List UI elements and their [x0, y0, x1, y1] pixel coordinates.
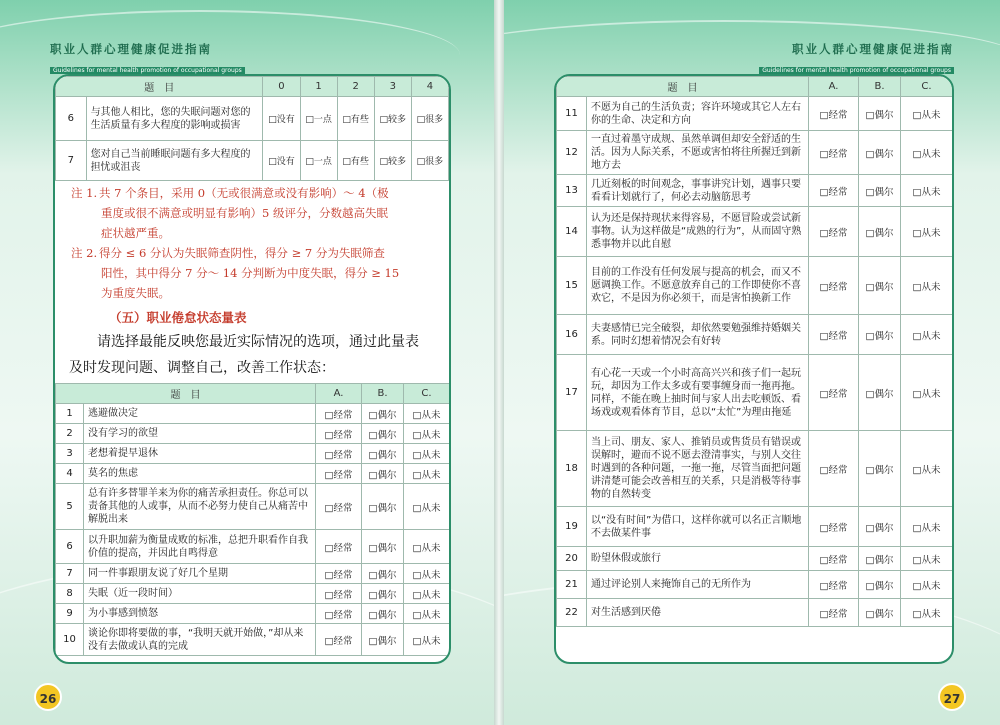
option-often[interactable]: □经常 — [316, 624, 362, 656]
option-sometimes[interactable]: □偶尔 — [362, 424, 404, 444]
table-row — [557, 547, 953, 571]
item-text: 逃避做决定 — [84, 404, 316, 424]
option-sometimes[interactable]: □偶尔 — [362, 624, 404, 656]
option-never[interactable]: □从未 — [404, 584, 450, 604]
option-sometimes[interactable]: □偶尔 — [859, 131, 901, 175]
header-title: 职业人群心理健康促进指南 — [50, 42, 212, 56]
option-checkbox[interactable]: □一点 — [300, 97, 337, 141]
option-often[interactable]: □经常 — [316, 584, 362, 604]
option-never[interactable]: □从未 — [404, 484, 450, 530]
option-often[interactable]: □经常 — [809, 207, 859, 257]
book-gutter — [494, 0, 504, 725]
option-sometimes[interactable]: □偶尔 — [859, 207, 901, 257]
option-sometimes[interactable]: □偶尔 — [859, 97, 901, 131]
option-often[interactable]: □经常 — [809, 315, 859, 355]
table-row — [557, 175, 953, 207]
table-row — [56, 624, 450, 656]
option-checkbox[interactable]: □没有 — [263, 141, 300, 181]
header-subtitle: Guidelines for mental health promotion of occupational groups — [50, 67, 245, 74]
item-text: 以“没有时间”为借口，这样你就可以名正言顺地不去做某件事 — [587, 507, 809, 547]
item-number: 19 — [557, 507, 587, 547]
right-page — [504, 0, 1000, 725]
option-often[interactable]: □经常 — [809, 599, 859, 627]
note-label: 注 1. — [71, 186, 98, 200]
item-number: 9 — [56, 604, 84, 624]
running-header — [759, 41, 954, 76]
option-checkbox[interactable]: □没有 — [263, 97, 300, 141]
option-never[interactable]: □从未 — [901, 175, 953, 207]
table-row — [56, 564, 450, 584]
option-often[interactable]: □经常 — [809, 97, 859, 131]
intro-line: 请选择最能反映您最近实际情况的选项，通过此量表 — [97, 334, 419, 350]
intro-line: 及时发现问题、调整自己，改善工作状态： — [69, 360, 335, 376]
option-often[interactable]: □经常 — [809, 507, 859, 547]
note-line: 共 7 个条目，采用 0（无或很满意或没有影响）～ 4（极 — [99, 186, 389, 200]
item-number: 22 — [557, 599, 587, 627]
table-header-row — [56, 384, 450, 404]
left-page — [0, 0, 494, 725]
option-never[interactable]: □从未 — [404, 404, 450, 424]
option-often[interactable]: □经常 — [809, 257, 859, 315]
option-never[interactable]: □从未 — [404, 564, 450, 584]
item-number: 15 — [557, 257, 587, 315]
item-number: 16 — [557, 315, 587, 355]
item-text: 不愿为自己的生活负责；容许环境或其它人左右你的生命、决定和方向 — [587, 97, 809, 131]
option-never[interactable]: □从未 — [404, 424, 450, 444]
table-row — [557, 97, 953, 131]
item-text: 您对自己当前睡眠问题有多大程度的担忧或沮丧 — [86, 141, 263, 181]
note-line: 重度或很不满意或明显有影响）5 级评分，分数越高失眠 — [101, 206, 388, 220]
item-text: 目前的工作没有任何发展与提高的机会，而又不愿调换工作。不愿意放弃自己的工作即使你不喜欢它，不是因为你必须干，而是害怕换新工作 — [587, 257, 809, 315]
burnout-table-part2 — [556, 76, 953, 627]
option-never[interactable]: □从未 — [901, 431, 953, 507]
item-text: 谈论你即将要做的事，“我明天就开始做，”却从来没有去做或认真的完成 — [84, 624, 316, 656]
item-text: 老想着提早退休 — [84, 444, 316, 464]
header-cell: B. — [859, 77, 901, 97]
item-number: 7 — [56, 564, 84, 584]
option-sometimes[interactable]: □偶尔 — [859, 507, 901, 547]
item-number: 14 — [557, 207, 587, 257]
table-row — [56, 484, 450, 530]
table-row — [557, 571, 953, 599]
option-often[interactable]: □经常 — [809, 355, 859, 431]
option-sometimes[interactable]: □偶尔 — [362, 564, 404, 584]
option-often[interactable]: □经常 — [316, 444, 362, 464]
option-never[interactable]: □从未 — [901, 97, 953, 131]
section-title: （五）职业倦怠状态量表 — [109, 310, 247, 325]
item-text: 失眠（近一段时间） — [84, 584, 316, 604]
option-often[interactable]: □经常 — [809, 571, 859, 599]
page-number: 26 — [34, 683, 62, 711]
note-1 — [55, 183, 449, 243]
option-sometimes[interactable]: □偶尔 — [859, 315, 901, 355]
content-card — [554, 74, 954, 664]
option-checkbox[interactable]: □很多 — [411, 141, 448, 181]
item-number: 20 — [557, 547, 587, 571]
header-title: 职业人群心理健康促进指南 — [792, 42, 954, 56]
header-cell: 0 — [263, 77, 300, 97]
item-number: 2 — [56, 424, 84, 444]
option-sometimes[interactable]: □偶尔 — [362, 464, 404, 484]
item-text: 为小事感到愤怒 — [84, 604, 316, 624]
item-text: 几近刻板的时间观念，事事讲究计划，遇事只要看看计划就行了，何必去动脑筋思考 — [587, 175, 809, 207]
burnout-table-part1 — [55, 383, 450, 656]
table-row — [557, 507, 953, 547]
item-number: 10 — [56, 624, 84, 656]
table-row — [56, 424, 450, 444]
header-cell: A. — [316, 384, 362, 404]
header-cell: 1 — [300, 77, 337, 97]
option-never[interactable]: □从未 — [901, 599, 953, 627]
table-row — [557, 315, 953, 355]
table-row — [557, 257, 953, 315]
option-sometimes[interactable]: □偶尔 — [859, 547, 901, 571]
option-never[interactable]: □从未 — [404, 444, 450, 464]
table-row — [56, 404, 450, 424]
option-never[interactable]: □从未 — [404, 624, 450, 656]
header-cell: 3 — [374, 77, 411, 97]
header-cell: 题 目 — [56, 77, 263, 97]
item-text: 一直过着墨守成规、虽然单调但却安全舒适的生活。因为人际关系，不愿或害怕将往所握迁到新地方去 — [587, 131, 809, 175]
table-header-row — [56, 77, 449, 97]
option-often[interactable]: □经常 — [809, 131, 859, 175]
header-cell: C. — [404, 384, 450, 404]
table-row — [56, 97, 449, 141]
item-number: 18 — [557, 431, 587, 507]
item-text: 通过评论别人来掩饰自己的无所作为 — [587, 571, 809, 599]
item-number: 8 — [56, 584, 84, 604]
item-number: 7 — [56, 141, 87, 181]
table-row — [557, 599, 953, 627]
note-line: 阳性，其中得分 7 分～ 14 分判断为中度失眠，得分 ≥ 15 — [101, 266, 400, 280]
header-cell: 2 — [337, 77, 374, 97]
item-text: 有心花一天或一个小时高高兴兴和孩子们一起玩玩，却因为工作太多或有要事缠身而一拖再拖。同样，不能在晚上抽时间与家人出去吃顿饭、看场戏或观看体育节目，总以“太忙”为理由拖延 — [587, 355, 809, 431]
page-number: 27 — [938, 683, 966, 711]
item-number: 6 — [56, 97, 87, 141]
intro-paragraph — [55, 329, 449, 381]
option-sometimes[interactable]: □偶尔 — [859, 257, 901, 315]
table-row — [56, 141, 449, 181]
option-often[interactable]: □经常 — [316, 424, 362, 444]
item-text: 同一件事跟朋友说了好几个星期 — [84, 564, 316, 584]
option-sometimes[interactable]: □偶尔 — [362, 604, 404, 624]
item-number: 5 — [56, 484, 84, 530]
option-often[interactable]: □经常 — [316, 604, 362, 624]
option-often[interactable]: □经常 — [316, 564, 362, 584]
option-sometimes[interactable]: □偶尔 — [859, 431, 901, 507]
item-text: 当上司、朋友、家人、推销员或售货员有错误或误解时，避而不说不愿去澄清事实，与别人交往时遇到的各种问题，一拖一拖，尽管当面把问题讲清楚可能会改善相互的关系，只是消极等待事物的自然转变 — [587, 431, 809, 507]
option-never[interactable]: □从未 — [901, 315, 953, 355]
option-often[interactable]: □经常 — [316, 464, 362, 484]
item-number: 1 — [56, 404, 84, 424]
header-cell: A. — [809, 77, 859, 97]
option-never[interactable]: □从未 — [901, 547, 953, 571]
item-number: 3 — [56, 444, 84, 464]
item-text: 总有许多替罪羊来为你的痛苦承担责任。你总可以责备其他的人或事，从而不必努力使自己从痛苦中解脱出来 — [84, 484, 316, 530]
item-text: 以升职加薪为衡量成败的标准，总把升职看作自我价值的提高，并因此自鸣得意 — [84, 530, 316, 564]
item-number: 6 — [56, 530, 84, 564]
option-sometimes[interactable]: □偶尔 — [859, 571, 901, 599]
item-number: 4 — [56, 464, 84, 484]
option-checkbox[interactable]: □一点 — [300, 141, 337, 181]
table-row — [557, 355, 953, 431]
option-never[interactable]: □从未 — [404, 604, 450, 624]
item-number: 11 — [557, 97, 587, 131]
option-checkbox[interactable]: □较多 — [374, 97, 411, 141]
option-never[interactable]: □从未 — [404, 464, 450, 484]
option-never[interactable]: □从未 — [901, 355, 953, 431]
table-row — [56, 530, 450, 564]
option-sometimes[interactable]: □偶尔 — [859, 175, 901, 207]
option-often[interactable]: □经常 — [316, 484, 362, 530]
table-row — [56, 444, 450, 464]
note-line: 症状越严重。 — [101, 226, 170, 240]
item-text: 夫妻感情已完全破裂，却依然要勉强维持婚姻关系。同时幻想着情况会有好转 — [587, 315, 809, 355]
table-row — [557, 131, 953, 175]
table-row — [56, 584, 450, 604]
header-cell: C. — [901, 77, 953, 97]
item-text: 没有学习的欲望 — [84, 424, 316, 444]
note-line: 为重度失眠。 — [101, 286, 170, 300]
table-row — [557, 431, 953, 507]
note-line: 得分 ≤ 6 分认为失眠筛查阴性，得分 ≥ 7 分为失眠筛查 — [99, 246, 385, 260]
table-row — [56, 464, 450, 484]
item-number: 13 — [557, 175, 587, 207]
option-often[interactable]: □经常 — [809, 431, 859, 507]
option-checkbox[interactable]: □很多 — [411, 97, 448, 141]
option-never[interactable]: □从未 — [404, 530, 450, 564]
option-checkbox[interactable]: □较多 — [374, 141, 411, 181]
item-number: 17 — [557, 355, 587, 431]
header-cell: 题 目 — [56, 384, 316, 404]
option-sometimes[interactable]: □偶尔 — [362, 484, 404, 530]
note-label: 注 2. — [71, 246, 98, 260]
table-row — [56, 604, 450, 624]
option-often[interactable]: □经常 — [809, 175, 859, 207]
option-never[interactable]: □从未 — [901, 571, 953, 599]
running-header — [50, 41, 245, 76]
option-never[interactable]: □从未 — [901, 207, 953, 257]
table-row — [557, 207, 953, 257]
option-often[interactable]: □经常 — [316, 404, 362, 424]
option-sometimes[interactable]: □偶尔 — [362, 404, 404, 424]
item-text: 莫名的焦虑 — [84, 464, 316, 484]
item-text: 认为还是保持现状来得容易，不愿冒险或尝试新事物。认为这样做是“成熟的行为”，从而固守熟悉事物并以此自慰 — [587, 207, 809, 257]
option-never[interactable]: □从未 — [901, 257, 953, 315]
option-often[interactable]: □经常 — [316, 530, 362, 564]
content-card — [53, 74, 451, 664]
option-sometimes[interactable]: □偶尔 — [859, 599, 901, 627]
option-sometimes[interactable]: □偶尔 — [362, 530, 404, 564]
header-subtitle: Guidelines for mental health promotion of occupational groups — [759, 67, 954, 74]
option-sometimes[interactable]: □偶尔 — [362, 584, 404, 604]
option-checkbox[interactable]: □有些 — [337, 141, 374, 181]
item-text: 与其他人相比，您的失眠问题对您的生活质量有多大程度的影响或损害 — [86, 97, 263, 141]
insomnia-table — [55, 76, 449, 181]
header-cell: 题 目 — [557, 77, 809, 97]
note-2 — [55, 243, 449, 303]
option-often[interactable]: □经常 — [809, 547, 859, 571]
header-cell: 4 — [411, 77, 448, 97]
header-cell: B. — [362, 384, 404, 404]
option-never[interactable]: □从未 — [901, 131, 953, 175]
option-never[interactable]: □从未 — [901, 507, 953, 547]
item-text: 盼望休假或旅行 — [587, 547, 809, 571]
item-number: 12 — [557, 131, 587, 175]
item-number: 21 — [557, 571, 587, 599]
option-sometimes[interactable]: □偶尔 — [859, 355, 901, 431]
option-checkbox[interactable]: □有些 — [337, 97, 374, 141]
item-text: 对生活感到厌倦 — [587, 599, 809, 627]
option-sometimes[interactable]: □偶尔 — [362, 444, 404, 464]
table-header-row — [557, 77, 953, 97]
